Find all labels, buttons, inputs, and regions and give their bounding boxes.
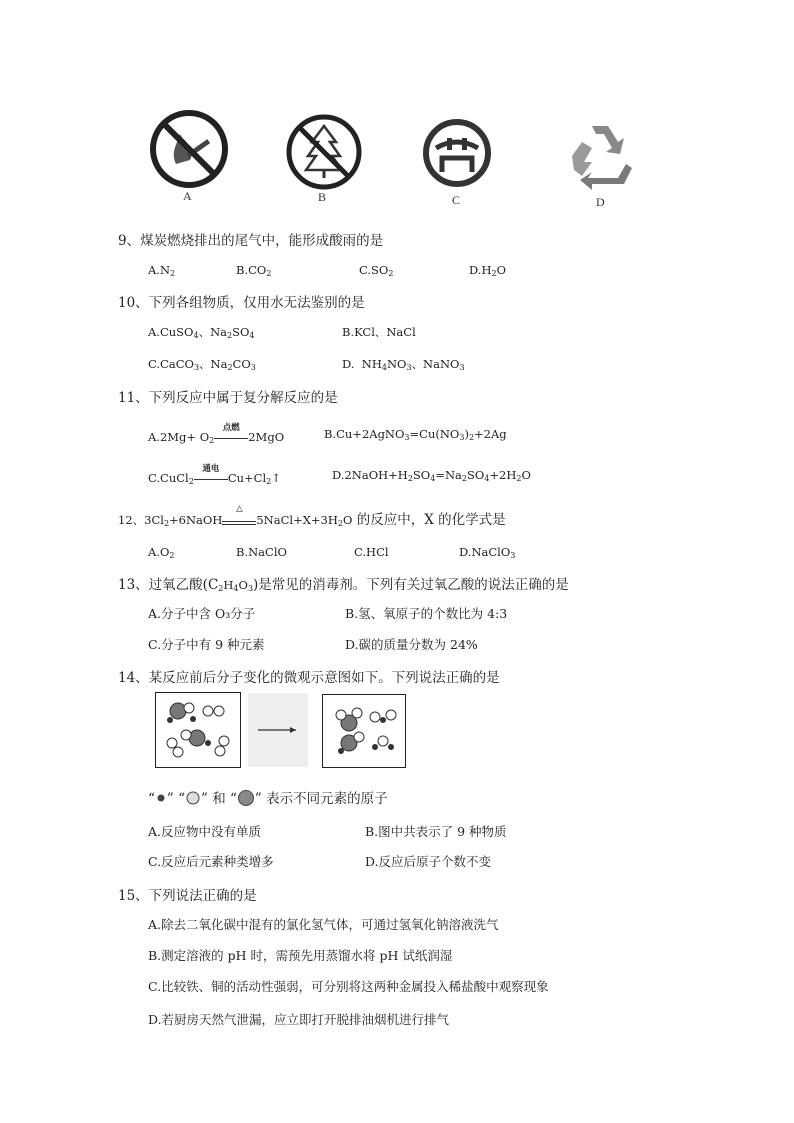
sign-a-letter: A [183,189,192,203]
q11-stem: 11、下列反应中属于复分解反应的是 [118,390,338,406]
products-box [322,694,406,768]
q9-stem: 9、煤炭燃烧排出的尾气中，能形成酸雨的是 [118,233,384,249]
product-molecules-diagram [323,695,405,767]
reactant-molecules-diagram [156,693,240,767]
q9-option-d: $D.H_2O$ [469,263,507,278]
no-fire-icon [146,106,232,192]
q9-option-b: $B.CO_2$ [236,263,272,278]
small-dark-atom-icon [155,792,167,804]
q10-option-b: B.KCl、NaCl [342,325,416,339]
q9-option-a: $A.N_2$ [148,263,176,278]
arrow-right-icon [248,693,308,767]
white-atom-icon [185,790,201,806]
reaction-condition-electrolysis: 通电 [194,468,228,484]
q15-option-c: C.比较铁、铜的活动性强弱，可分别将这两种金属投入稀盐酸中观察现象 [148,979,549,994]
q15-option-a: A.除去二氧化碳中混有的氯化氢气体，可通过氢氧化钠溶液洗气 [148,917,499,932]
reaction-condition-ignite: 点燃 [214,427,248,443]
q12-stem: 12、$3Cl_2+6NaOH$ △ $5NaCl+X+3H_2O$ 的反应中，X 的化学式是 [118,504,506,528]
q11-option-d: $D.2NaOH+H_2SO_4=Na_2SO_4+2H_2O$ [332,468,531,483]
q14-option-a: A.反应物中没有单质 [148,824,262,839]
reaction-condition-heat: △ [222,510,256,526]
q13-option-d: D.碳的质量分数为 24% [345,637,478,652]
q15-stem: 15、下列说法正确的是 [118,888,257,904]
reactants-box [155,692,241,768]
sign-b [282,110,368,196]
q11-option-c: C.CuCl$_2$ 通电 $Cu+Cl_2↑$ [148,464,281,486]
recycle-icon [562,118,638,190]
q10-stem: 10、下列各组物质，仅用水无法鉴别的是 [118,295,365,311]
q13-option-c: C.分子中有 9 种元素 [148,637,265,652]
q10-option-c: C.CaCO$_3$、$Na_2CO_3$ [148,357,256,372]
no-logging-icon [282,110,366,194]
q14-option-c: C.反应后元素种类增多 [148,854,274,869]
q12-option-b: B.NaClO [236,545,287,559]
q11-option-a: $A.2Mg+ O_2$ 点燃 2MgO [148,423,285,445]
q12-option-c: C.HCl [354,545,389,559]
sign-c [420,116,494,190]
q10-option-d: D. $NH_4NO_3$、NaNO$_3$ [342,357,465,372]
sign-a [146,106,232,198]
q13-option-b: B.氢、氧原子的个数比为 4:3 [345,606,508,621]
q13-stem: 13、过氧乙酸$(C_2H_4O_3)$是常见的消毒剂。下列有关过氧乙酸的说法正确的是 [118,577,569,593]
q12-option-a: $A.O_2$ [148,545,175,560]
sign-c-letter: C [452,193,461,207]
sign-d-letter: D [596,195,605,209]
water-saving-icon [420,116,494,190]
q14-option-b: B.图中共表示了 9 种物质 [365,824,507,839]
q15-option-d: D.若厨房天然气泄漏，应立即打开脱排油烟机进行排气 [148,1012,450,1027]
large-grey-atom-icon [237,789,255,807]
q14-option-d: D.反应后原子个数不变 [365,854,492,869]
q9-option-c: $C.SO_2$ [359,263,394,278]
q13-option-a: A.分子中含 O₃分子 [148,606,256,621]
reaction-arrow [248,693,308,767]
q10-option-a: A.CuSO$_4$、$Na_2SO_4$ [148,325,255,340]
sign-b-letter: B [318,190,327,204]
sign-d [562,118,638,190]
q15-option-b: B.测定溶液的 pH 时，需预先用蒸馏水将 pH 试纸润湿 [148,948,453,963]
q14-stem: 14、某反应前后分子变化的微观示意图如下。下列说法正确的是 [118,670,500,686]
q11-option-b: $B.Cu+2AgNO_3=Cu(NO_3)_2+2Ag$ [324,427,507,442]
q12-option-d: D.NaClO$_3$ [459,545,516,560]
atom-legend: “ ” “ ” 和 “ ” 表示不同元素的原子 [148,791,388,807]
